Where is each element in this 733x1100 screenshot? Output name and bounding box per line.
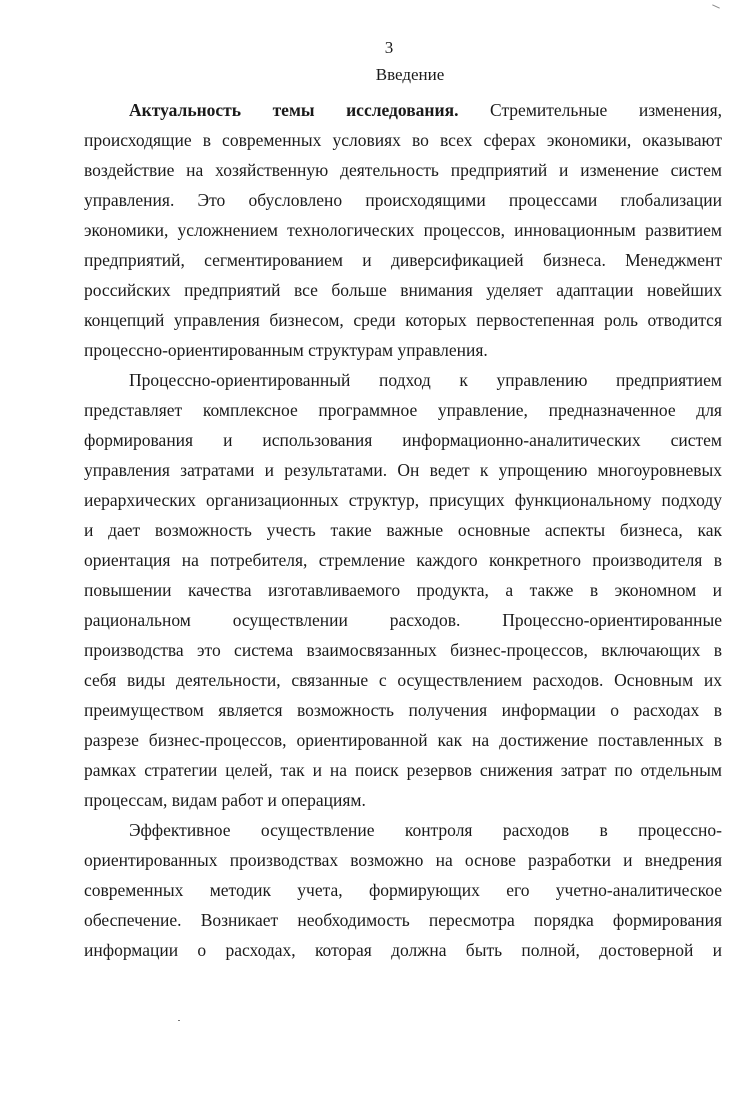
text-line: воздействие на хозяйственную деятельность предприятий и изменение систем <box>84 160 722 180</box>
text-line: представляет комплексное программное управление, предназначенное для <box>84 400 722 420</box>
text-line: преимуществом является возможность получения информации о расходах в <box>84 700 722 720</box>
text-line: управления. Это обусловлено происходящими процессами глобализации <box>84 190 722 210</box>
text-line: экономики, усложнением технологических процессов, инновационным развитием <box>84 220 722 240</box>
text-line: себя виды деятельности, связанные с осуществлением расходов. Основным их <box>84 670 722 690</box>
text-line: формирования и использования информационно-аналитических систем <box>84 430 722 450</box>
lead-line <box>129 99 722 121</box>
text-line: предприятий, сегментированием и диверсификацией бизнеса. Менеджмент <box>84 250 722 270</box>
page-number: 3 <box>384 38 394 57</box>
text-line: и дает возможность учесть такие важные основные аспекты бизнеса, как <box>84 520 722 540</box>
text-line: процессам, видам работ и операциям. <box>84 790 366 810</box>
lead-rest: Стремительные изменения, <box>490 100 722 120</box>
text-line: производства это система взаимосвязанных бизнес-процессов, включающих в <box>84 640 722 660</box>
text-line: иерархических организационных структур, присущих функциональному подходу <box>84 490 722 510</box>
section-heading: Введение <box>375 65 445 84</box>
text-line: происходящие в современных условиях во всех сферах экономики, оказывают <box>84 130 722 150</box>
text-line: процессно-ориентированным структурам управления. <box>84 340 488 360</box>
text-line: рамках стратегии целей, так и на поиск резервов снижения затрат по отдельным <box>84 760 722 780</box>
text-line: российских предприятий все больше внимания уделяет адаптации новейших <box>84 280 722 300</box>
text-line: рациональном осуществлении расходов. Процессно-ориентированные <box>84 610 722 630</box>
scan-mark <box>712 4 720 8</box>
text-line: разрезе бизнес-процессов, ориентированной как на достижение поставленных в <box>84 730 722 750</box>
text-line: управления затратами и результатами. Он ведет к упрощению многоуровневых <box>84 460 722 480</box>
lead-bold: Актуальность темы исследования. <box>129 100 459 120</box>
text-line: информации о расходах, которая должна быть полной, достоверной и <box>84 940 722 960</box>
text-line: Процессно-ориентированный подход к управлению предприятием <box>129 370 722 390</box>
scan-speck <box>178 1020 180 1021</box>
text-line: повышении качества изготавливаемого продукта, а также в экономном и <box>84 580 722 600</box>
text-line: концепций управления бизнесом, среди которых первостепенная роль отводится <box>84 310 722 330</box>
text-line: обеспечение. Возникает необходимость пересмотра порядка формирования <box>84 910 722 930</box>
text-line: ориентированных производствах возможно на основе разработки и внедрения <box>84 850 722 870</box>
text-line: ориентация на потребителя, стремление каждого конкретного производителя в <box>84 550 722 570</box>
text-line: современных методик учета, формирующих его учетно-аналитическое <box>84 880 722 900</box>
text-line: Эффективное осуществление контроля расходов в процессно- <box>129 820 722 840</box>
